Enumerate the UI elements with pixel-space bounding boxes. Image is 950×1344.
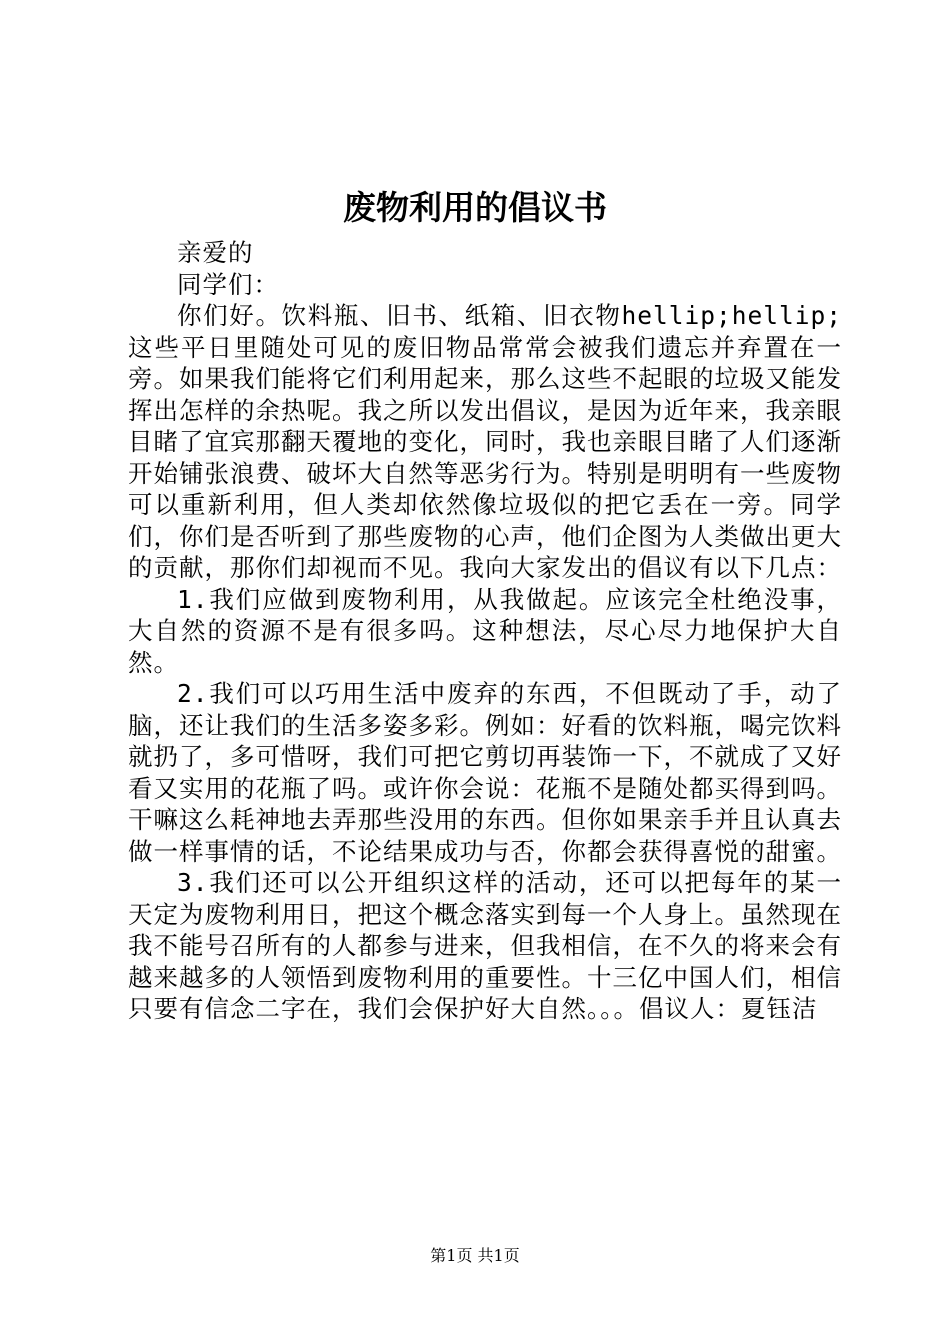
body-paragraph-point-1: 1.我们应做到废物利用，从我做起。应该完全杜绝没事，大自然的资源不是有很多吗。这种想法，尽心尽力地保护大自然。 [128, 584, 842, 677]
body-paragraph-intro: 你们好。饮料瓶、旧书、纸箱、旧衣物hellip;hellip;这些平日里随处可见的废旧物品常常会被我们遗忘并弃置在一旁。如果我们能将它们利用起来，那么这些不起眼的垃圾又能发挥出怎样的余热呢。我之所以发出倡议，是因为近年来，我亲眼目睹了宜宾那翻天覆地的变化，同时，我也亲眼目睹了人们逐渐开始铺张浪费、破坏大自然等恶劣行为。特别是明明有一些废物可以重新利用，但人类却依然像垃圾似的把它丢在一旁。同学们，你们是否听到了那些废物的心声，他们企图为人类做出更大的贡献，那你们却视而不见。我向大家发出的倡议有以下几点： [128, 301, 842, 582]
document-body [128, 237, 842, 1025]
body-paragraph-point-3: 3.我们还可以公开组织这样的活动，还可以把每年的某一天定为废物利用日，把这个概念落实到每一个人身上。虽然现在我不能号召所有的人都参与进来，但我相信，在不久的将来会有越来越多的人领悟到废物利用的重要性。十三亿中国人们，相信只要有信念二字在，我们会保护好大自然。。。倡议人：夏钰洁 [128, 868, 842, 1023]
page-footer: 第1页 共1页 [430, 1246, 520, 1265]
document-title: 废物利用的倡议书 [343, 188, 607, 227]
body-paragraph-point-2: 2.我们可以巧用生活中废弃的东西，不但既动了手，动了脑，还让我们的生活多姿多彩。例如：好看的饮料瓶，喝完饮料就扔了，多可惜呀，我们可把它剪切再装饰一下，不就成了又好看又实用的花瓶了吗。或许你会说：花瓶不是随处都买得到吗。干嘛这么耗神地去弄那些没用的东西。但你如果亲手并且认真去做一样事情的话，不论结果成功与否，你都会获得喜悦的甜蜜。 [128, 679, 842, 866]
salutation-line-1: 亲爱的 [177, 238, 254, 267]
salutation-line-2: 同学们： [177, 269, 279, 299]
